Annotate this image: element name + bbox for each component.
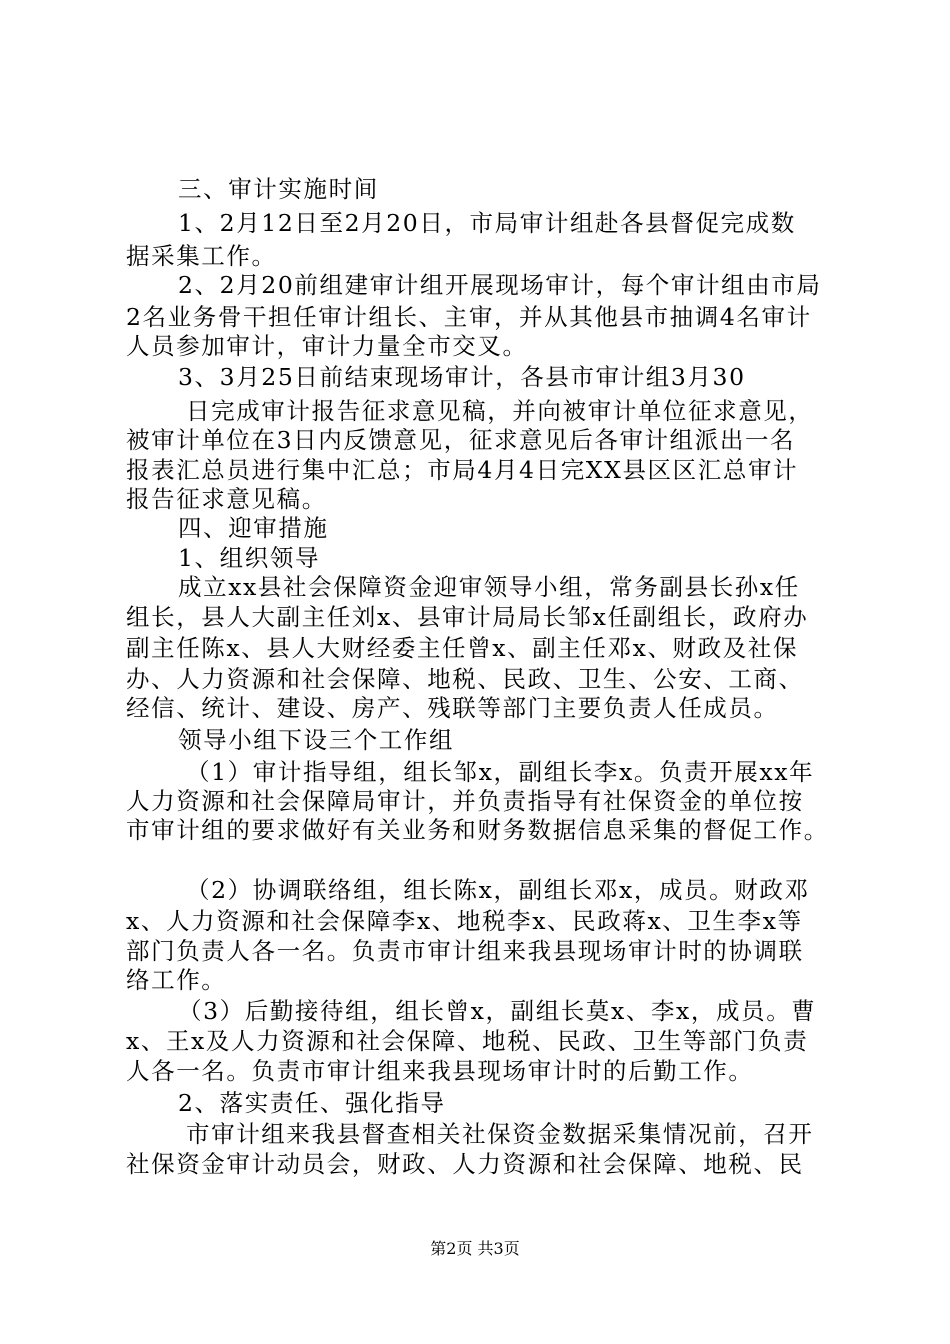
paragraph-line: 组长，县人大副主任刘x、县审计局局长邹x任副组长，政府办 [126,603,809,631]
page-number: 第2页 共3页 [430,1239,520,1258]
paragraph-line: （3）后勤接待组，组长曾x，副组长莫x、李x，成员。曹 [178,997,817,1025]
paragraph-line: x、王x及人力资源和社会保障、地税、民政、卫生等部门负责 [126,1027,809,1055]
paragraph-line: 被审计单位在3日内反馈意见，征求意见后各审计组派出一名 [126,426,796,454]
paragraph-line: 人力资源和社会保障局审计，并负责指导有社保资金的单位按 [126,787,804,815]
paragraph-line: 2名业务骨干担任审计组长、主审，并从其他县市抽调4名审计 [126,303,812,331]
paragraph-line: 人各一名。负责市审计组来我县现场审计时的后勤工作。 [126,1057,754,1085]
paragraph-line: 成立xx县社会保障资金迎审领导小组，常务副县长孙x任 [178,573,800,601]
paragraph-line: 2、2月20前组建审计组开展现场审计，每个审计组由市局 [178,271,822,299]
paragraph-line: 社保资金审计动员会，财政、人力资源和社会保障、地税、民 [126,1150,804,1178]
paragraph-line: 部门负责人各一名。负责市审计组来我县现场审计时的协调联 [126,937,804,965]
paragraph-line: 报告征求意见稿。 [126,485,327,513]
section-heading: 三、审计实施时间 [178,175,379,203]
paragraph-line: 据采集工作。 [126,242,277,270]
paragraph-line: 日完成审计报告征求意见稿，并向被审计单位征求意见， [186,397,814,425]
paragraph-line: 1、2月12日至2月20日，市局审计组赴各县督促完成数 [178,209,796,237]
subsection-heading: 2、落实责任、强化指导 [178,1089,446,1117]
paragraph-line: 3、3月25日前结束现场审计，各县市审计组3月30 [178,363,746,391]
paragraph-line: （2）协调联络组，组长陈x，副组长邓x，成员。财政邓 [186,876,810,904]
paragraph-line: 报表汇总员进行集中汇总；市局4月4日完XX县区区汇总审计 [126,456,799,484]
subsection-heading: 1、组织领导 [178,544,321,572]
paragraph-line: 副主任陈x、县人大财经委主任曾x、副主任邓x、财政及社保 [126,634,799,662]
paragraph-line: 领导小组下设三个工作组 [178,726,455,754]
section-heading: 四、迎审措施 [178,514,329,542]
paragraph-line: 市审计组的要求做好有关业务和财务数据信息采集的督促工作。 [126,816,829,844]
paragraph-line: 市审计组来我县督查相关社保资金数据采集情况前，召开 [186,1120,814,1148]
paragraph-line: 络工作。 [126,966,227,994]
paragraph-line: 办、人力资源和社会保障、地税、民政、卫生、公安、工商、 [126,665,804,693]
paragraph-line: x、人力资源和社会保障李x、地税李x、民政蒋x、卫生李x等 [126,907,803,935]
paragraph-line: 经信、统计、建设、房产、残联等部门主要负责人任成员。 [126,694,779,722]
paragraph-line: （1）审计指导组，组长邹x，副组长李x。负责开展xx年 [186,758,815,786]
paragraph-line: 人员参加审计，审计力量全市交叉。 [126,332,528,360]
